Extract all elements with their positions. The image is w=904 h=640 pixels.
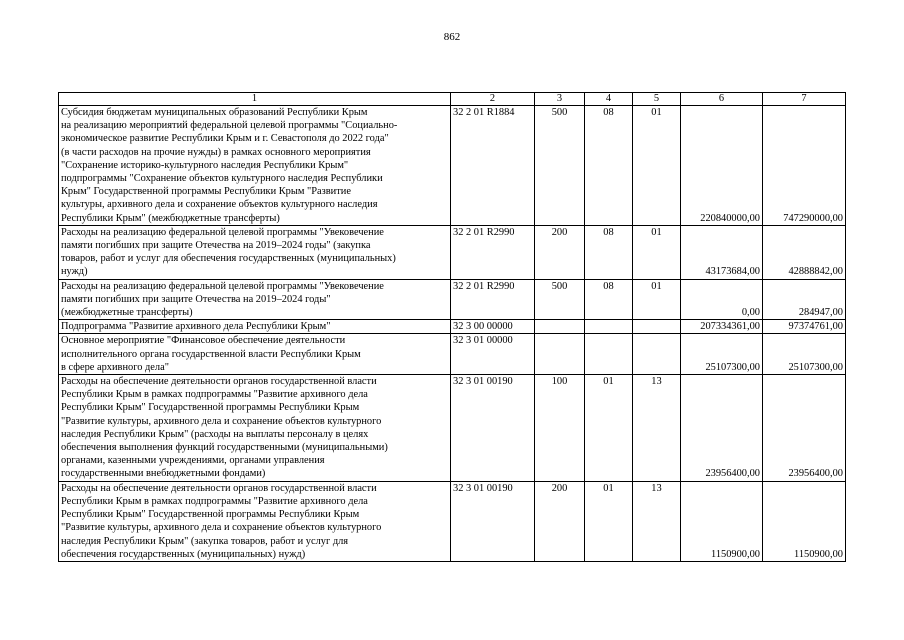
row-amount-1: 0,00 <box>681 279 763 320</box>
table-row <box>59 481 846 561</box>
table-header-row <box>59 93 846 106</box>
row-amount-2: 284947,00 <box>763 279 846 320</box>
row-name: Расходы на обеспечение деятельности органов государственной власти Республики Крым в рамках подпрограммы "Развитие архивного дела Республики Крым" Государственной программы Республики Крым "Развитие культуры, архивного дела и сохранение объектов культурного наследия Республики Крым" (закупка товаров, работ и услуг для обеспечения государственных (муниципальных) нужд) <box>61 482 382 560</box>
row-amount-1: 43173684,00 <box>681 225 763 279</box>
row-name-cell <box>59 334 451 375</box>
row-amount-1: 1150900,00 <box>681 481 763 561</box>
row-subsection: 01 <box>633 279 681 320</box>
table-row <box>59 320 846 334</box>
row-section: 08 <box>585 225 633 279</box>
table-row <box>59 375 846 482</box>
row-type <box>535 334 585 375</box>
row-section <box>585 320 633 334</box>
row-code: 32 3 01 00190 <box>451 375 535 482</box>
row-section: 08 <box>585 279 633 320</box>
row-subsection: 13 <box>633 481 681 561</box>
row-name-cell <box>59 106 451 226</box>
page-number: 862 <box>443 31 461 43</box>
row-amount-2: 23956400,00 <box>763 375 846 482</box>
header-cell: 5 <box>633 93 681 106</box>
header-cell: 3 <box>535 93 585 106</box>
row-name: Субсидия бюджетам муниципальных образований Республики Крым на реализацию мероприятий федеральной целевой программы "Социально- экономическое развитие Республики Крым и г. Севастополя до 2022 года" (в части расходов на прочие нужды) в рамках основного мероприятия "Сохранение историко-культурного наследия Республики Крым" подпрограммы "Сохранение объектов культурного наследия Республики Крым" Государственной программы Республики Крым "Развитие культуры, архивного дела и сохранение объектов культурного наследия Республики Крым" (межбюджетные трансферты) <box>61 107 398 224</box>
row-section <box>585 334 633 375</box>
row-type: 200 <box>535 225 585 279</box>
row-name: Расходы на реализацию федеральной целевой программы "Увековечение памяти погибших при защите Отечества на 2019–2024 годы" (закупка товаров, работ и услуг для обеспечения государственных (муниципальных) нужд) <box>61 226 396 278</box>
row-name-cell <box>59 225 451 279</box>
row-subsection: 01 <box>633 225 681 279</box>
row-section: 01 <box>585 375 633 482</box>
header-cell: 6 <box>681 93 763 106</box>
row-name: Подпрограмма "Развитие архивного дела Республики Крым" <box>61 321 331 333</box>
header-cell: 2 <box>451 93 535 106</box>
row-name: Расходы на реализацию федеральной целевой программы "Увековечение памяти погибших при защите Отечества на 2019–2024 годы" (межбюджетные трансферты) <box>61 280 384 319</box>
row-name: Расходы на обеспечение деятельности органов государственной власти Республики Крым в рамках подпрограммы "Развитие архивного дела Республики Крым" Государственной программы Республики Крым "Развитие культуры, архивного дела и сохранение объектов культурного наследия Республики Крым" (расходы на выплаты персоналу в целях обеспечения выполнения функций государственными (муниципальными) органами, казенными учреждениями, органами управления государственными внебюджетными фондами) <box>61 376 388 480</box>
row-section: 08 <box>585 106 633 226</box>
row-type <box>535 320 585 334</box>
header-cell: 7 <box>763 93 846 106</box>
row-name-cell <box>59 279 451 320</box>
row-section: 01 <box>585 481 633 561</box>
table-row <box>59 106 846 226</box>
header-cell: 4 <box>585 93 633 106</box>
row-amount-2: 1150900,00 <box>763 481 846 561</box>
row-amount-2: 747290000,00 <box>763 106 846 226</box>
row-code: 32 3 01 00190 <box>451 481 535 561</box>
row-amount-2: 97374761,00 <box>763 320 846 334</box>
row-type: 500 <box>535 106 585 226</box>
row-type: 100 <box>535 375 585 482</box>
row-name-cell <box>59 320 451 334</box>
row-code: 32 2 01 R2990 <box>451 279 535 320</box>
row-type: 200 <box>535 481 585 561</box>
row-amount-2: 42888842,00 <box>763 225 846 279</box>
row-amount-1: 23956400,00 <box>681 375 763 482</box>
row-subsection <box>633 320 681 334</box>
row-subsection <box>633 334 681 375</box>
row-name-cell <box>59 481 451 561</box>
row-name-cell <box>59 375 451 482</box>
table-row <box>59 334 846 375</box>
row-code: 32 2 01 R2990 <box>451 225 535 279</box>
table-row <box>59 279 846 320</box>
row-amount-1: 25107300,00 <box>681 334 763 375</box>
row-code: 32 3 00 00000 <box>451 320 535 334</box>
table-row <box>59 225 846 279</box>
row-name: Основное мероприятие "Финансовое обеспечение деятельности исполнительного органа государственной власти Республики Крым в сфере архивного дела" <box>61 335 361 373</box>
row-subsection: 13 <box>633 375 681 482</box>
row-amount-1: 220840000,00 <box>681 106 763 226</box>
row-amount-1: 207334361,00 <box>681 320 763 334</box>
header-cell: 1 <box>59 93 451 106</box>
row-type: 500 <box>535 279 585 320</box>
row-code: 32 2 01 R1884 <box>451 106 535 226</box>
budget-table <box>58 92 846 562</box>
row-subsection: 01 <box>633 106 681 226</box>
row-amount-2: 25107300,00 <box>763 334 846 375</box>
row-code: 32 3 01 00000 <box>451 334 535 375</box>
